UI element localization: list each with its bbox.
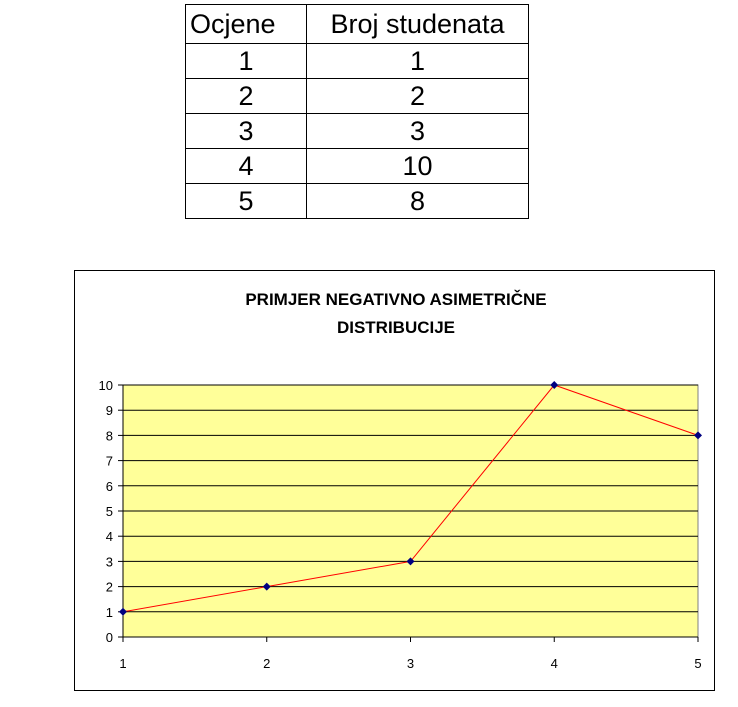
x-tick-label: 4 [550, 656, 558, 671]
y-tick-label: 4 [105, 529, 113, 545]
grade-cell: 2 [186, 79, 307, 114]
table-row [186, 149, 529, 184]
chart-title-line-2: DISTRIBUCIJE [336, 318, 456, 337]
count-cell: 3 [307, 114, 529, 149]
grade-cell: 5 [186, 184, 307, 219]
y-tick-label: 3 [105, 554, 113, 570]
y-tick-label: 10 [98, 378, 113, 393]
x-tick-label: 5 [694, 656, 702, 671]
y-tick-label: 1 [105, 604, 113, 620]
header-grades: Ocjene [186, 5, 307, 44]
chart-frame [74, 270, 715, 691]
table-row [186, 114, 529, 149]
y-tick-label: 8 [105, 428, 113, 444]
table-row [186, 44, 529, 79]
line-chart [75, 271, 716, 692]
y-tick-label: 2 [105, 579, 113, 595]
count-cell: 10 [307, 149, 529, 184]
chart-title-line-1: PRIMJER NEGATIVNO ASIMETRIČNE [245, 290, 547, 309]
count-cell: 2 [307, 79, 529, 114]
grade-cell: 4 [186, 149, 307, 184]
y-tick-label: 5 [105, 504, 113, 519]
header-student-count: Broj studenata [307, 5, 529, 44]
y-tick-label: 9 [105, 403, 113, 419]
table-row [186, 79, 529, 114]
x-tick-label: 2 [263, 656, 271, 671]
table-header-row [186, 5, 529, 44]
grade-cell: 3 [186, 114, 307, 149]
x-tick-label: 1 [119, 656, 127, 671]
y-tick-label: 6 [105, 478, 113, 494]
count-cell: 1 [307, 44, 529, 79]
grades-table [185, 4, 529, 219]
count-cell: 8 [307, 184, 529, 219]
table-row [186, 184, 529, 219]
y-tick-label: 7 [105, 453, 113, 469]
grade-cell: 1 [186, 44, 307, 79]
x-tick-label: 3 [406, 656, 415, 671]
y-tick-label: 0 [105, 630, 113, 645]
